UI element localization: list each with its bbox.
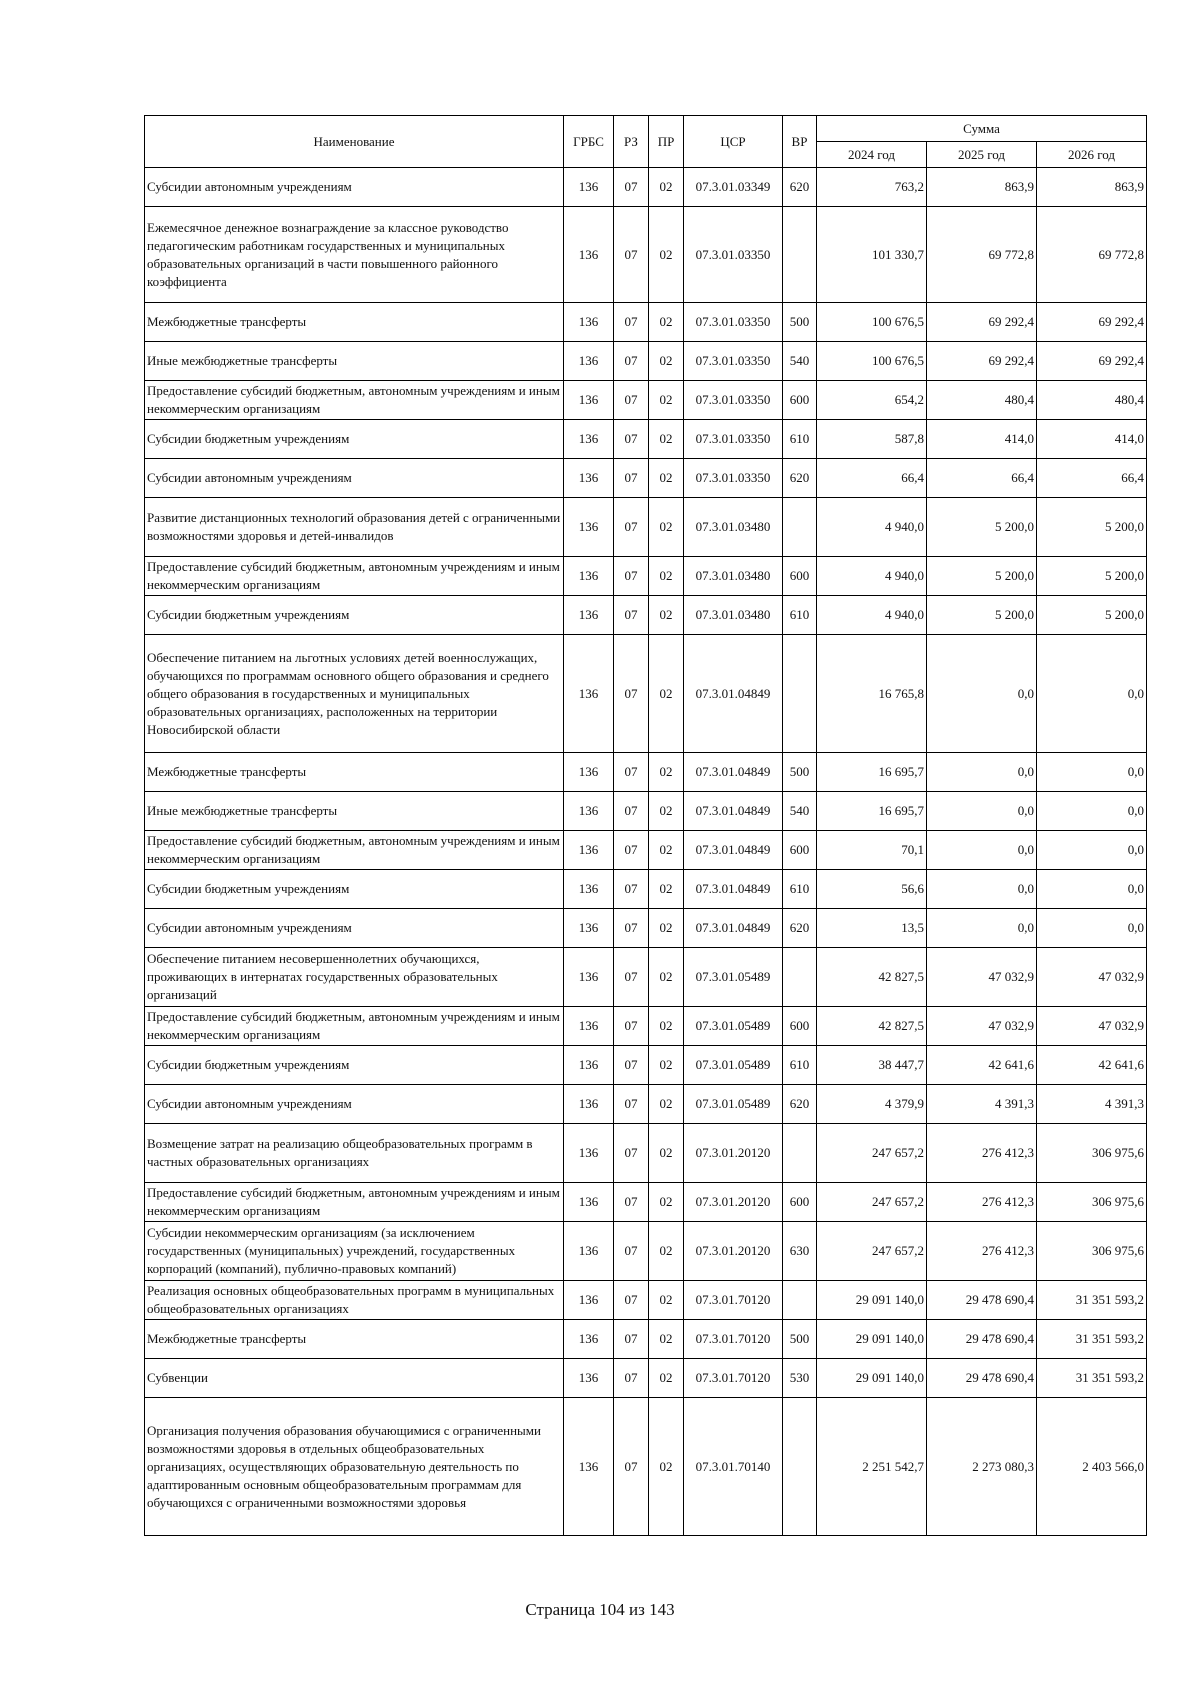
cell-sum-2026: 2 403 566,0 [1037,1398,1147,1536]
cell-sum-2024: 29 091 140,0 [817,1281,927,1320]
cell-sum-2026: 0,0 [1037,792,1147,831]
cell-sum-2025: 414,0 [927,420,1037,459]
cell-sum-2026: 5 200,0 [1037,596,1147,635]
cell-vr: 500 [783,303,817,342]
cell-csr: 07.3.01.04849 [684,870,783,909]
cell-vr [783,207,817,303]
cell-vr: 620 [783,1085,817,1124]
cell-grbs: 136 [564,596,614,635]
cell-sum-2026: 4 391,3 [1037,1085,1147,1124]
cell-grbs: 136 [564,1320,614,1359]
cell-sum-2025: 29 478 690,4 [927,1320,1037,1359]
cell-name: Субвенции [145,1359,564,1398]
cell-pr: 02 [649,909,684,948]
cell-pr: 02 [649,303,684,342]
table-row [145,342,1147,381]
cell-sum-2024: 38 447,7 [817,1046,927,1085]
cell-pr: 02 [649,1359,684,1398]
cell-sum-2026: 31 351 593,2 [1037,1281,1147,1320]
cell-rz: 07 [614,557,649,596]
cell-pr: 02 [649,635,684,753]
budget-table [144,115,1147,1536]
cell-vr [783,1281,817,1320]
cell-grbs: 136 [564,753,614,792]
cell-sum-2024: 4 940,0 [817,498,927,557]
cell-pr: 02 [649,1398,684,1536]
cell-sum-2026: 42 641,6 [1037,1046,1147,1085]
cell-vr: 600 [783,1183,817,1222]
cell-sum-2026: 0,0 [1037,909,1147,948]
cell-sum-2026: 0,0 [1037,831,1147,870]
table-row [145,1222,1147,1281]
table-row [145,596,1147,635]
cell-sum-2025: 4 391,3 [927,1085,1037,1124]
cell-vr: 620 [783,168,817,207]
cell-sum-2024: 4 940,0 [817,596,927,635]
cell-rz: 07 [614,1085,649,1124]
cell-sum-2024: 247 657,2 [817,1222,927,1281]
cell-sum-2025: 2 273 080,3 [927,1398,1037,1536]
header-year-2025: 2025 год [927,142,1037,168]
cell-rz: 07 [614,792,649,831]
cell-rz: 07 [614,1124,649,1183]
cell-vr: 540 [783,342,817,381]
cell-pr: 02 [649,870,684,909]
cell-pr: 02 [649,1085,684,1124]
cell-pr: 02 [649,1183,684,1222]
table-row [145,1046,1147,1085]
cell-sum-2025: 69 292,4 [927,303,1037,342]
cell-name: Межбюджетные трансферты [145,303,564,342]
cell-csr: 07.3.01.03480 [684,596,783,635]
table-row [145,459,1147,498]
cell-sum-2024: 56,6 [817,870,927,909]
cell-sum-2024: 247 657,2 [817,1183,927,1222]
cell-csr: 07.3.01.70120 [684,1359,783,1398]
cell-sum-2025: 0,0 [927,635,1037,753]
cell-grbs: 136 [564,1085,614,1124]
cell-sum-2025: 42 641,6 [927,1046,1037,1085]
cell-pr: 02 [649,948,684,1007]
cell-vr: 540 [783,792,817,831]
cell-sum-2024: 16 695,7 [817,753,927,792]
cell-csr: 07.3.01.05489 [684,1007,783,1046]
cell-grbs: 136 [564,909,614,948]
cell-sum-2025: 0,0 [927,870,1037,909]
cell-rz: 07 [614,420,649,459]
cell-sum-2025: 0,0 [927,753,1037,792]
cell-vr [783,498,817,557]
cell-sum-2024: 100 676,5 [817,342,927,381]
cell-name: Субсидии автономным учреждениям [145,909,564,948]
cell-sum-2026: 306 975,6 [1037,1124,1147,1183]
cell-vr: 500 [783,753,817,792]
cell-sum-2024: 29 091 140,0 [817,1359,927,1398]
table-row [145,168,1147,207]
cell-grbs: 136 [564,1281,614,1320]
cell-sum-2026: 414,0 [1037,420,1147,459]
cell-sum-2025: 0,0 [927,792,1037,831]
table-row [145,1007,1147,1046]
cell-grbs: 136 [564,498,614,557]
cell-pr: 02 [649,1046,684,1085]
cell-vr: 600 [783,381,817,420]
cell-sum-2026: 480,4 [1037,381,1147,420]
page-number: Страница 104 из 143 [525,1600,675,1619]
cell-name: Иные межбюджетные трансферты [145,342,564,381]
cell-sum-2025: 69 292,4 [927,342,1037,381]
cell-rz: 07 [614,596,649,635]
cell-pr: 02 [649,557,684,596]
cell-rz: 07 [614,870,649,909]
table-row [145,948,1147,1007]
cell-vr [783,635,817,753]
cell-vr: 500 [783,1320,817,1359]
cell-vr: 630 [783,1222,817,1281]
cell-name: Субсидии бюджетным учреждениям [145,870,564,909]
cell-sum-2024: 4 940,0 [817,557,927,596]
cell-rz: 07 [614,303,649,342]
cell-pr: 02 [649,207,684,303]
cell-grbs: 136 [564,1007,614,1046]
table-row [145,1085,1147,1124]
cell-name: Предоставление субсидий бюджетным, автономным учреждениям и иным некоммерческим организациям [145,831,564,870]
cell-sum-2025: 276 412,3 [927,1183,1037,1222]
table-row [145,1320,1147,1359]
cell-sum-2025: 5 200,0 [927,557,1037,596]
cell-grbs: 136 [564,303,614,342]
cell-rz: 07 [614,342,649,381]
cell-sum-2026: 69 772,8 [1037,207,1147,303]
cell-pr: 02 [649,596,684,635]
cell-sum-2024: 247 657,2 [817,1124,927,1183]
cell-name: Организация получения образования обучающимися с ограниченными возможностями здоровья в отдельных общеобразовательных организациях, осуществляющих образовательную деятельность по адаптированным основным общеобразовательным программам для обучающихся с ограниченными возможностями здоровья [145,1398,564,1536]
cell-rz: 07 [614,831,649,870]
cell-sum-2024: 4 379,9 [817,1085,927,1124]
cell-rz: 07 [614,498,649,557]
cell-sum-2024: 763,2 [817,168,927,207]
cell-rz: 07 [614,459,649,498]
table-row [145,1281,1147,1320]
cell-pr: 02 [649,792,684,831]
cell-sum-2026: 5 200,0 [1037,557,1147,596]
cell-name: Субсидии автономным учреждениям [145,1085,564,1124]
cell-grbs: 136 [564,459,614,498]
header-name: Наименование [145,116,564,168]
table-row [145,207,1147,303]
cell-sum-2024: 29 091 140,0 [817,1320,927,1359]
cell-grbs: 136 [564,792,614,831]
cell-grbs: 136 [564,1183,614,1222]
cell-sum-2025: 66,4 [927,459,1037,498]
cell-sum-2025: 5 200,0 [927,498,1037,557]
cell-rz: 07 [614,168,649,207]
cell-sum-2024: 66,4 [817,459,927,498]
cell-vr: 600 [783,1007,817,1046]
cell-sum-2024: 16 695,7 [817,792,927,831]
cell-csr: 07.3.01.20120 [684,1222,783,1281]
table-body [145,168,1147,1536]
table-row [145,870,1147,909]
header-sum: Сумма [817,116,1147,142]
cell-name: Субсидии автономным учреждениям [145,459,564,498]
cell-sum-2024: 13,5 [817,909,927,948]
cell-pr: 02 [649,831,684,870]
cell-sum-2024: 42 827,5 [817,1007,927,1046]
cell-csr: 07.3.01.04849 [684,831,783,870]
cell-pr: 02 [649,342,684,381]
header-vr: ВР [783,116,817,168]
cell-sum-2026: 306 975,6 [1037,1183,1147,1222]
cell-name: Предоставление субсидий бюджетным, автономным учреждениям и иным некоммерческим организациям [145,381,564,420]
cell-grbs: 136 [564,1124,614,1183]
cell-csr: 07.3.01.05489 [684,948,783,1007]
cell-csr: 07.3.01.03480 [684,498,783,557]
cell-csr: 07.3.01.04849 [684,909,783,948]
cell-grbs: 136 [564,207,614,303]
cell-name: Субсидии некоммерческим организациям (за исключением государственных (муниципальных) учреждений, государственных корпораций (компаний), публично-правовых компаний) [145,1222,564,1281]
cell-sum-2026: 31 351 593,2 [1037,1320,1147,1359]
cell-csr: 07.3.01.03350 [684,342,783,381]
cell-rz: 07 [614,1359,649,1398]
cell-rz: 07 [614,909,649,948]
cell-grbs: 136 [564,1222,614,1281]
cell-grbs: 136 [564,948,614,1007]
cell-grbs: 136 [564,1046,614,1085]
cell-rz: 07 [614,207,649,303]
cell-sum-2025: 276 412,3 [927,1222,1037,1281]
cell-vr: 610 [783,596,817,635]
cell-sum-2025: 480,4 [927,381,1037,420]
cell-sum-2024: 101 330,7 [817,207,927,303]
cell-sum-2026: 31 351 593,2 [1037,1359,1147,1398]
cell-name: Реализация основных общеобразовательных программ в муниципальных общеобразовательных организациях [145,1281,564,1320]
cell-sum-2026: 69 292,4 [1037,303,1147,342]
cell-pr: 02 [649,459,684,498]
cell-sum-2025: 863,9 [927,168,1037,207]
cell-name: Иные межбюджетные трансферты [145,792,564,831]
cell-name: Обеспечение питанием несовершеннолетних обучающихся, проживающих в интернатах государственных образовательных организаций [145,948,564,1007]
cell-sum-2024: 70,1 [817,831,927,870]
cell-csr: 07.3.01.05489 [684,1046,783,1085]
header-grbs: ГРБС [564,116,614,168]
cell-grbs: 136 [564,870,614,909]
cell-rz: 07 [614,948,649,1007]
cell-name: Субсидии бюджетным учреждениям [145,1046,564,1085]
cell-name: Обеспечение питанием на льготных условиях детей военнослужащих, обучающихся по программам основного общего образования и среднего общего образования в государственных и муниципальных образовательных организациях, расположенных на территории Новосибирской области [145,635,564,753]
cell-rz: 07 [614,381,649,420]
cell-csr: 07.3.01.05489 [684,1085,783,1124]
cell-name: Предоставление субсидий бюджетным, автономным учреждениям и иным некоммерческим организациям [145,1007,564,1046]
cell-vr: 620 [783,459,817,498]
cell-name: Субсидии бюджетным учреждениям [145,596,564,635]
table-row [145,1183,1147,1222]
cell-vr: 610 [783,420,817,459]
table-row [145,753,1147,792]
cell-grbs: 136 [564,381,614,420]
cell-sum-2024: 654,2 [817,381,927,420]
cell-pr: 02 [649,420,684,459]
cell-grbs: 136 [564,342,614,381]
cell-vr: 600 [783,831,817,870]
cell-csr: 07.3.01.03350 [684,381,783,420]
cell-pr: 02 [649,498,684,557]
table-row [145,909,1147,948]
cell-rz: 07 [614,1046,649,1085]
cell-sum-2026: 0,0 [1037,635,1147,753]
cell-sum-2025: 47 032,9 [927,1007,1037,1046]
table-row [145,420,1147,459]
cell-rz: 07 [614,1183,649,1222]
cell-sum-2026: 0,0 [1037,870,1147,909]
cell-rz: 07 [614,1222,649,1281]
table-row [145,498,1147,557]
cell-sum-2024: 42 827,5 [817,948,927,1007]
cell-name: Межбюджетные трансферты [145,1320,564,1359]
table-row [145,1359,1147,1398]
cell-csr: 07.3.01.03350 [684,420,783,459]
cell-sum-2026: 69 292,4 [1037,342,1147,381]
cell-pr: 02 [649,168,684,207]
header-pr: ПР [649,116,684,168]
cell-sum-2026: 863,9 [1037,168,1147,207]
cell-name: Развитие дистанционных технологий образования детей с ограниченными возможностями здоровья и детей-инвалидов [145,498,564,557]
cell-sum-2025: 29 478 690,4 [927,1359,1037,1398]
cell-name: Предоставление субсидий бюджетным, автономным учреждениям и иным некоммерческим организациям [145,1183,564,1222]
cell-grbs: 136 [564,1398,614,1536]
cell-sum-2024: 587,8 [817,420,927,459]
cell-grbs: 136 [564,557,614,596]
cell-name: Ежемесячное денежное вознаграждение за классное руководство педагогическим работникам государственных и муниципальных образовательных организаций в части повышенного районного коэффициента [145,207,564,303]
header-rz: РЗ [614,116,649,168]
cell-vr: 610 [783,1046,817,1085]
cell-name: Субсидии бюджетным учреждениям [145,420,564,459]
cell-csr: 07.3.01.03350 [684,303,783,342]
cell-sum-2026: 0,0 [1037,753,1147,792]
cell-vr: 530 [783,1359,817,1398]
cell-sum-2025: 5 200,0 [927,596,1037,635]
cell-sum-2025: 29 478 690,4 [927,1281,1037,1320]
cell-sum-2026: 306 975,6 [1037,1222,1147,1281]
cell-vr [783,1398,817,1536]
table-row [145,557,1147,596]
header-csr: ЦСР [684,116,783,168]
cell-vr: 610 [783,870,817,909]
cell-sum-2024: 16 765,8 [817,635,927,753]
cell-grbs: 136 [564,420,614,459]
cell-name: Межбюджетные трансферты [145,753,564,792]
cell-sum-2025: 276 412,3 [927,1124,1037,1183]
cell-grbs: 136 [564,168,614,207]
cell-csr: 07.3.01.20120 [684,1124,783,1183]
cell-pr: 02 [649,753,684,792]
table-row [145,635,1147,753]
cell-rz: 07 [614,753,649,792]
cell-csr: 07.3.01.03350 [684,207,783,303]
table-row [145,1124,1147,1183]
cell-csr: 07.3.01.04849 [684,635,783,753]
cell-sum-2026: 66,4 [1037,459,1147,498]
table-row [145,1398,1147,1536]
cell-vr [783,948,817,1007]
cell-sum-2025: 0,0 [927,831,1037,870]
cell-pr: 02 [649,1007,684,1046]
cell-grbs: 136 [564,1359,614,1398]
table-row [145,792,1147,831]
cell-pr: 02 [649,1222,684,1281]
cell-sum-2025: 0,0 [927,909,1037,948]
table-row [145,831,1147,870]
cell-csr: 07.3.01.20120 [684,1183,783,1222]
header-year-2026: 2026 год [1037,142,1147,168]
cell-vr [783,1124,817,1183]
cell-csr: 07.3.01.70120 [684,1320,783,1359]
cell-grbs: 136 [564,635,614,753]
header-year-2024: 2024 год [817,142,927,168]
cell-sum-2025: 47 032,9 [927,948,1037,1007]
cell-grbs: 136 [564,831,614,870]
cell-csr: 07.3.01.04849 [684,753,783,792]
cell-pr: 02 [649,1281,684,1320]
cell-pr: 02 [649,381,684,420]
cell-pr: 02 [649,1124,684,1183]
cell-rz: 07 [614,1281,649,1320]
cell-sum-2026: 5 200,0 [1037,498,1147,557]
cell-vr: 600 [783,557,817,596]
cell-sum-2024: 2 251 542,7 [817,1398,927,1536]
cell-name: Субсидии автономным учреждениям [145,168,564,207]
cell-sum-2025: 69 772,8 [927,207,1037,303]
cell-vr: 620 [783,909,817,948]
cell-name: Возмещение затрат на реализацию общеобразовательных программ в частных образовательных организациях [145,1124,564,1183]
cell-csr: 07.3.01.03480 [684,557,783,596]
cell-rz: 07 [614,1320,649,1359]
cell-csr: 07.3.01.03349 [684,168,783,207]
cell-sum-2026: 47 032,9 [1037,948,1147,1007]
cell-csr: 07.3.01.04849 [684,792,783,831]
cell-rz: 07 [614,1398,649,1536]
cell-rz: 07 [614,1007,649,1046]
cell-sum-2026: 47 032,9 [1037,1007,1147,1046]
cell-sum-2024: 100 676,5 [817,303,927,342]
cell-pr: 02 [649,1320,684,1359]
cell-rz: 07 [614,635,649,753]
table-row [145,303,1147,342]
cell-csr: 07.3.01.70140 [684,1398,783,1536]
cell-csr: 07.3.01.70120 [684,1281,783,1320]
table-row [145,381,1147,420]
cell-csr: 07.3.01.03350 [684,459,783,498]
cell-name: Предоставление субсидий бюджетным, автономным учреждениям и иным некоммерческим организациям [145,557,564,596]
